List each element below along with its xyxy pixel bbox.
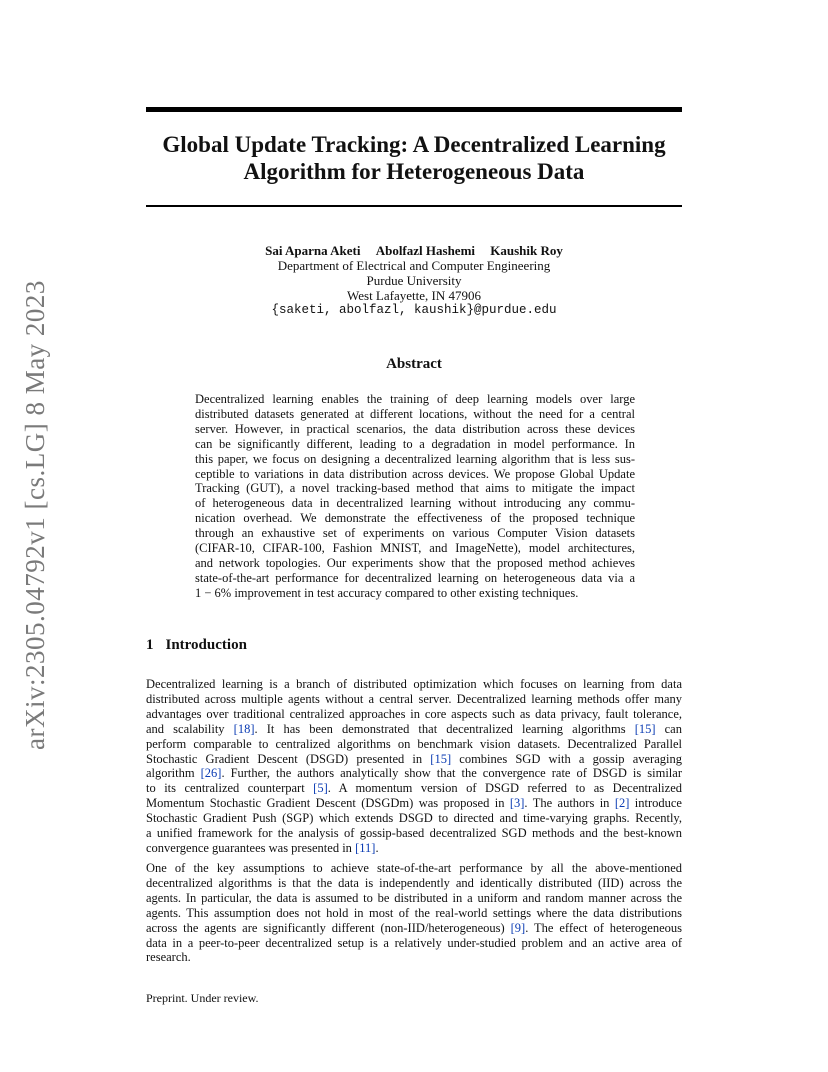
abstract-line: this paper, we focus on designing a decentralized learning algorithm that is less sus- — [195, 451, 635, 466]
text-line: and scalability [18]. It has been demonstrated that decentralized learning algorithms [15] can — [146, 721, 682, 736]
title-line: Algorithm for Heterogeneous Data — [243, 159, 585, 184]
text-line: Stochastic Gradient Descent (DSGD) presented in [15] combines SGD with a gossip averaging — [146, 751, 682, 766]
author-name: Abolfazl Hashemi — [375, 243, 476, 258]
affiliation-line: Purdue University — [366, 273, 462, 288]
affiliation-line: West Lafayette, IN 47906 — [347, 288, 481, 303]
text-line: Momentum Stochastic Gradient Descent (DSGDm) was proposed in [3]. The authors in [2] introduce — [146, 796, 682, 811]
title-line: Global Update Tracking: A Decentralized Learning — [162, 132, 666, 157]
text-line: to its centralized counterpart [5]. A momentum version of DSGD referred to as Decentralized — [146, 781, 682, 796]
intro-paragraph — [146, 861, 682, 965]
title-top-rule — [146, 107, 682, 112]
abstract-line: can be significantly different, leading to a degradation in model performance. In — [195, 436, 635, 451]
title-bottom-rule — [146, 205, 682, 207]
abstract-line: 1 − 6% improvement in test accuracy compared to other existing techniques. — [195, 585, 579, 600]
citation-link[interactable]: [5] — [313, 781, 328, 796]
citation-link[interactable]: [15] — [634, 721, 656, 736]
intro-paragraph — [146, 677, 682, 856]
text-line: research. — [146, 950, 191, 965]
author-name: Kaushik Roy — [490, 243, 563, 258]
citation-link[interactable]: [15] — [430, 751, 452, 766]
abstract-text — [195, 392, 635, 601]
text-line: distributed across multiple agents without a central server. Decentralized learning methods offer many — [146, 691, 682, 706]
text-line: agents. In particular, the data is assumed to be distributed in a uniform and random manner across the — [146, 890, 682, 905]
text-line: convergence guarantees was presented in [11]. — [146, 840, 379, 855]
citation-link[interactable]: [26] — [200, 766, 222, 781]
abstract-line: through an exhaustive set of experiments on various Computer Vision datasets — [195, 526, 635, 541]
text-line: algorithm [26]. Further, the authors analytically show that the convergence rate of DSGD is similar — [146, 766, 682, 781]
abstract-line: server. However, in practical scenarios, the data distribution across these devices — [195, 421, 635, 436]
text-line: across the agents are significantly different (non-IID/heterogeneous) [9]. The effect of heterogeneous — [146, 920, 682, 935]
arxiv-stamp: arXiv:2305.04792v1 [cs.LG] 8 May 2023 — [20, 280, 50, 750]
text-line: Stochastic Gradient Push (SGP) which extends DSGD to directed and time-varying graphs. Recently, — [146, 811, 682, 826]
abstract-line: nication overhead. We demonstrate the effectiveness of the proposed technique — [195, 511, 635, 526]
affiliation-line: Department of Electrical and Computer Engineering — [277, 258, 551, 273]
citation-link[interactable]: [3] — [509, 796, 525, 811]
text-line: perform comparable to centralized algorithms on benchmark vision datasets. Decentralized Parallel — [146, 736, 682, 751]
text-line: Decentralized learning is a branch of distributed optimization which focuses on learning from data — [146, 677, 682, 691]
abstract-line: Tracking (GUT), a novel tracking-based method that aims to mitigate the impact — [195, 481, 635, 496]
author-names — [146, 243, 682, 258]
section-heading — [146, 637, 247, 654]
text-line: decentralized algorithms is that the data is independently and identically distributed (IID) across the — [146, 875, 682, 890]
abstract-line: (CIFAR-10, CIFAR-100, Fashion MNIST, and ImageNette), model architectures, — [195, 541, 635, 556]
abstract-line: state-of-the-art performance for decentralized learning on heterogeneous data via a — [195, 570, 635, 585]
author-name: Sai Aparna Aketi — [265, 243, 361, 258]
author-email[interactable]: {saketi, abolfazl, kaushik}@purdue.edu — [271, 303, 557, 317]
abstract-line: and network topologies. Our experiments show that the proposed method achieves — [195, 555, 635, 570]
abstract-line: of heterogeneous data in decentralized learning without introducing any commu- — [195, 496, 635, 511]
paper-title — [146, 131, 682, 185]
author-block — [146, 243, 682, 318]
citation-link[interactable]: [11] — [355, 840, 376, 855]
section-title: Introduction — [165, 637, 247, 653]
abstract-line: ceptible to variations in data distribution across devices. We propose Global Update — [195, 466, 635, 481]
abstract-line: distributed datasets generated at different locations, without the need for a central — [195, 406, 635, 421]
citation-link[interactable]: [18] — [233, 721, 255, 736]
footer-note: Preprint. Under review. — [146, 991, 259, 1005]
text-line: advantages over traditional centralized approaches in core aspects such as data privacy, fault tolerance, — [146, 706, 682, 721]
abstract-heading: Abstract — [386, 356, 442, 372]
text-line: agents. This assumption does not hold in most of the real-world settings where the data distributions — [146, 905, 682, 920]
citation-link[interactable]: [2] — [614, 796, 630, 811]
text-line: data in a peer-to-peer decentralized setup is a relatively under-studied problem and an active area of — [146, 935, 682, 950]
text-line: a unified framework for the analysis of gossip-based decentralized SGD methods and the best-known — [146, 826, 682, 841]
citation-link[interactable]: [9] — [510, 920, 526, 935]
abstract-line: Decentralized learning enables the training of deep learning models over large — [195, 392, 635, 406]
section-number: 1 — [146, 637, 154, 653]
text-line: One of the key assumptions to achieve state-of-the-art performance by all the above-mentioned — [146, 861, 682, 875]
